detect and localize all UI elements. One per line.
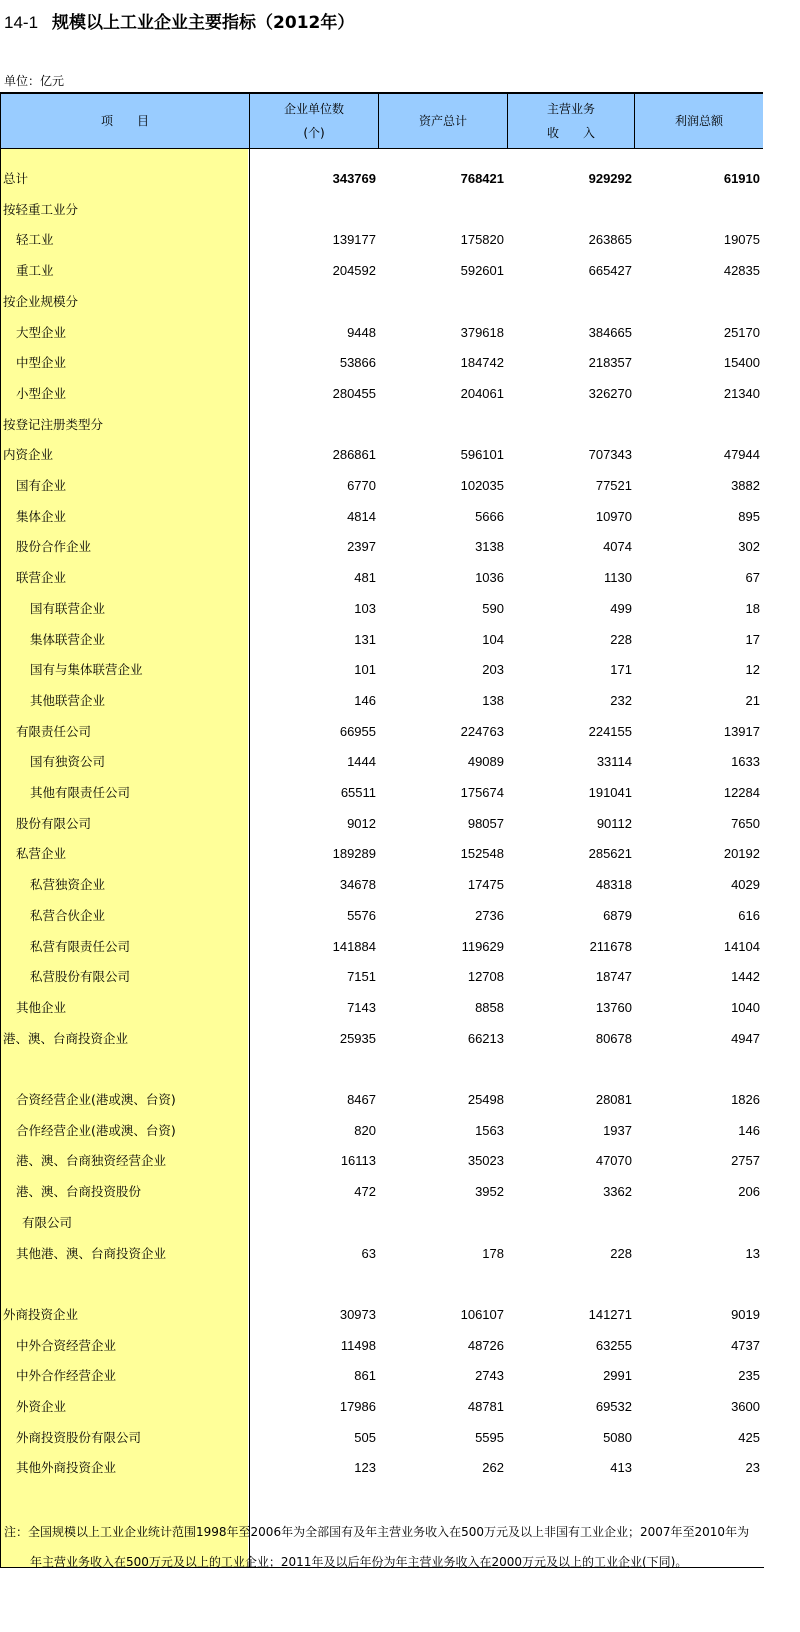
total-profit-value: 67 [745,570,760,586]
row-label: 港、澳、台商投资企业 [3,1030,129,1046]
total-assets-value: 1036 [475,570,504,586]
total-profit-value: 17 [745,631,760,647]
main-revenue-value: 69532 [595,1399,632,1414]
table-row [0,502,764,532]
total-profit-value: 19075 [723,232,760,248]
main-revenue-value: 218357 [588,355,632,371]
row-label: 私营有限责任公司 [30,938,131,954]
header-main-revenue [508,94,634,148]
total-assets-value: 25498 [467,1092,504,1107]
main-revenue-value: 228 [610,631,632,647]
total-profit-value: 23 [745,1460,760,1476]
enterprise-count-value: 16113 [340,1153,376,1169]
main-revenue-value: 224155 [588,723,632,739]
header-enterprise-count [250,94,378,148]
table-row [0,287,764,317]
enterprise-count-value: 9012 [347,815,376,831]
total-assets-value: 49089 [467,754,504,770]
total-assets-value: 5595 [475,1429,504,1445]
total-profit-value: 61910 [723,171,760,186]
table-row [0,717,764,747]
total-assets-value: 48781 [467,1399,504,1414]
footnote-line-2: 年主营业务收入在500万元及以上的工业企业；2011年及以后年份为年主营业务收入在2000万元及以上的工业企业(下同)。 [30,1555,688,1569]
enterprise-count-value: 9448 [347,324,376,340]
main-revenue-value: 707343 [588,447,632,463]
enterprise-count-value: 472 [354,1184,376,1200]
header-divider [634,94,635,149]
row-label: 国有企业 [16,478,67,493]
total-profit-value: 13 [745,1245,760,1261]
total-assets-value: 5666 [475,508,504,524]
row-label: 私营合伙企业 [30,907,106,923]
table-row [0,686,764,716]
main-revenue-value: 6879 [603,907,632,923]
enterprise-count-value: 34678 [339,877,376,893]
row-label: 外资企业 [16,1399,67,1414]
row-label: 私营股份有限公司 [30,969,131,985]
total-profit-value: 3882 [731,478,760,493]
total-assets-value: 66213 [467,1030,504,1046]
total-assets-value: 596101 [460,447,504,463]
header-enterprise-count-line1: 企业单位数 [283,102,344,116]
unit-label: 单位：亿元 [4,74,65,88]
row-label: 按企业规模分 [3,293,79,309]
header-total-assets-label: 资产总计 [418,114,467,128]
total-profit-value: 20192 [723,846,760,862]
table-row [0,870,764,900]
enterprise-count-value: 286861 [332,447,376,463]
table-row [0,901,764,931]
table-row [0,1331,764,1361]
table-row [0,532,764,562]
enterprise-count-value: 66955 [339,723,376,739]
table-row [0,1239,764,1269]
row-label: 其他企业 [16,999,67,1015]
main-revenue-value: 5080 [603,1429,632,1445]
main-revenue-value: 77521 [595,478,632,493]
total-profit-value: 2757 [731,1153,760,1169]
total-profit-value: 4029 [731,877,760,893]
table-row [0,348,764,378]
row-label: 联营企业 [16,570,67,586]
total-assets-value: 175820 [460,232,504,248]
enterprise-count-value: 17986 [339,1399,376,1414]
enterprise-count-value: 146 [354,692,376,708]
total-assets-value: 98057 [467,815,504,831]
enterprise-count-value: 11498 [340,1337,376,1353]
enterprise-count-value: 343769 [332,171,376,186]
enterprise-count-value: 63 [361,1245,376,1261]
row-label: 中外合资经营企业 [16,1337,117,1353]
main-revenue-value: 18747 [595,969,632,985]
table-row [0,225,764,255]
main-revenue-value: 665427 [588,263,632,279]
table-row [0,778,764,808]
table-row [0,1361,764,1391]
header-total-profit [635,94,763,148]
total-profit-value: 3600 [731,1399,760,1414]
table-title: 规模以上工业企业主要指标（2012年） [52,13,355,33]
enterprise-count-value: 4814 [347,508,376,524]
total-assets-value: 379618 [460,324,504,340]
main-revenue-value: 63255 [595,1337,632,1353]
total-profit-value: 25170 [723,324,760,340]
total-profit-value: 895 [738,508,760,524]
table-row [0,1269,764,1299]
main-revenue-value: 47070 [595,1153,632,1169]
table-row [0,993,764,1023]
main-revenue-value: 1130 [604,570,632,586]
total-assets-value: 178 [482,1245,504,1261]
table-row [0,318,764,348]
main-revenue-value: 499 [610,600,632,616]
main-revenue-value: 413 [610,1460,632,1476]
table-row [0,563,764,593]
row-label: 私营企业 [16,846,67,862]
header-divider [249,94,250,149]
header-main-revenue-line1: 主营业务 [546,102,595,116]
main-revenue-value: 28081 [595,1092,632,1107]
enterprise-count-value: 139177 [332,232,376,248]
total-profit-value: 146 [738,1122,760,1138]
total-profit-value: 1633 [731,754,760,770]
row-label: 大型企业 [16,324,67,340]
row-label: 有限公司 [22,1214,73,1230]
main-revenue-value: 141271 [588,1306,632,1322]
main-revenue-value: 13760 [595,999,632,1015]
row-label: 其他港、澳、台商投资企业 [16,1245,167,1261]
main-revenue-value: 171 [610,662,632,678]
main-revenue-value: 191041 [588,785,632,800]
enterprise-count-value: 53866 [339,355,376,371]
main-revenue-value: 263865 [588,232,632,248]
table-row [0,1116,764,1146]
enterprise-count-value: 280455 [332,385,376,401]
total-profit-value: 9019 [731,1306,760,1322]
total-profit-value: 12 [745,662,760,678]
table-row [0,164,764,194]
row-label: 按轻重工业分 [3,201,79,217]
total-profit-value: 1040 [731,999,760,1015]
total-assets-value: 768421 [460,171,504,186]
table-row [0,809,764,839]
enterprise-count-value: 505 [354,1429,376,1445]
enterprise-count-value: 820 [354,1122,376,1138]
total-profit-value: 206 [738,1184,760,1200]
row-label: 合作经营企业(港或澳、台资) [16,1122,176,1138]
main-revenue-value: 211678 [589,938,632,954]
enterprise-count-value: 8467 [347,1092,376,1107]
enterprise-count-value: 103 [354,600,376,616]
total-profit-value: 12284 [723,785,760,800]
total-assets-value: 35023 [467,1153,504,1169]
row-label: 合资经营企业(港或澳、台资) [16,1092,176,1107]
enterprise-count-value: 1444 [347,754,376,770]
header-total-assets [379,94,507,148]
enterprise-count-value: 101 [354,662,376,678]
total-profit-value: 13917 [723,723,760,739]
main-revenue-value: 33114 [596,754,632,770]
row-label: 国有联营企业 [30,600,106,616]
table-row [0,440,764,470]
total-assets-value: 224763 [460,723,504,739]
main-revenue-value: 285621 [588,846,632,862]
row-label: 港、澳、台商独资经营企业 [16,1153,167,1169]
enterprise-count-value: 5576 [347,907,376,923]
total-assets-value: 203 [482,662,504,678]
main-revenue-value: 48318 [595,877,632,893]
main-revenue-value: 80678 [595,1030,632,1046]
table-row [0,1177,764,1207]
table-row [0,1024,764,1054]
row-label: 外商投资企业 [3,1306,79,1322]
enterprise-count-value: 204592 [332,263,376,279]
header-item [1,94,249,148]
row-label: 内资企业 [3,447,54,463]
total-assets-value: 1563 [475,1122,504,1138]
table-row [0,932,764,962]
total-profit-value: 1826 [731,1092,760,1107]
enterprise-count-value: 189289 [332,846,376,862]
table-row [0,625,764,655]
enterprise-count-value: 7143 [347,999,376,1015]
total-assets-value: 104 [482,631,504,647]
row-label: 中型企业 [16,355,67,371]
row-label: 其他外商投资企业 [16,1460,117,1476]
table-row [0,410,764,440]
row-label: 小型企业 [16,385,67,401]
total-assets-value: 204061 [460,385,504,401]
total-assets-value: 106107 [460,1306,504,1322]
main-revenue-value: 929292 [588,171,632,186]
header-total-profit-label: 利润总额 [674,114,723,128]
table-row [0,1085,764,1115]
enterprise-count-value: 30973 [339,1306,376,1322]
main-revenue-value: 90112 [596,815,632,831]
main-revenue-value: 326270 [588,385,632,401]
header-divider [507,94,508,149]
table-row [0,655,764,685]
total-profit-value: 616 [738,907,760,923]
total-assets-value: 102035 [460,478,504,493]
table-header [1,92,763,149]
row-label: 中外合作经营企业 [16,1368,117,1384]
total-profit-value: 7650 [731,815,760,831]
row-label: 重工业 [16,263,54,279]
enterprise-count-value: 2397 [347,539,376,555]
enterprise-count-value: 6770 [347,478,376,493]
total-profit-value: 21 [745,692,760,708]
table-row [0,1146,764,1176]
row-label: 港、澳、台商投资股份 [16,1184,142,1200]
table-row [0,839,764,869]
table-row [0,379,764,409]
enterprise-count-value: 481 [354,570,376,586]
main-revenue-value: 3362 [603,1184,632,1200]
row-label: 国有与集体联营企业 [30,662,143,678]
row-label: 股份合作企业 [16,539,92,555]
row-label: 集体企业 [16,508,67,524]
total-assets-value: 592601 [460,263,504,279]
total-assets-value: 590 [482,600,504,616]
row-label: 股份有限公司 [16,815,92,831]
row-label: 国有独资公司 [30,754,106,770]
total-profit-value: 18 [745,600,760,616]
total-profit-value: 1442 [731,969,760,985]
total-profit-value: 302 [738,539,760,555]
header-main-revenue-line2: 收 入 [546,126,595,140]
main-revenue-value: 384665 [588,324,632,340]
total-assets-value: 3138 [475,539,504,555]
total-profit-value: 425 [738,1429,760,1445]
total-profit-value: 4737 [731,1337,760,1353]
row-label: 有限责任公司 [16,723,92,739]
main-revenue-value: 232 [610,692,632,708]
total-assets-value: 262 [482,1460,504,1476]
row-label: 集体联营企业 [30,631,106,647]
header-enterprise-count-line2: (个) [303,126,325,140]
table-row [0,1208,764,1238]
table-row [0,594,764,624]
main-revenue-value: 228 [610,1245,632,1261]
row-label: 轻工业 [16,232,54,248]
main-revenue-value: 4074 [603,539,632,555]
total-profit-value: 235 [738,1368,760,1384]
table-number: 14-1 [4,13,39,32]
row-label: 私营独资企业 [30,877,106,893]
data-table [0,92,764,1567]
table-row [0,1423,764,1453]
enterprise-count-value: 131 [354,631,376,647]
enterprise-count-value: 7151 [347,969,376,985]
total-assets-value: 3952 [475,1184,504,1200]
total-profit-value: 21340 [723,385,760,401]
table-row [0,1300,764,1330]
enterprise-count-value: 123 [354,1460,376,1476]
row-label: 其他联营企业 [30,692,106,708]
table-row [0,195,764,225]
total-assets-value: 138 [482,692,504,708]
total-profit-value: 14104 [723,938,760,954]
table-row [0,962,764,992]
total-assets-value: 48726 [467,1337,504,1353]
main-revenue-value: 2991 [603,1368,632,1384]
header-divider [378,94,379,149]
main-revenue-value: 1937 [603,1122,632,1138]
table-row [0,471,764,501]
table-row [0,747,764,777]
row-label: 其他有限责任公司 [30,785,131,800]
total-assets-value: 17475 [467,877,504,893]
row-label: 外商投资股份有限公司 [16,1429,142,1445]
total-assets-value: 184742 [460,355,504,371]
total-assets-value: 175674 [460,785,504,800]
enterprise-count-value: 25935 [339,1030,376,1046]
page-title [4,8,354,33]
total-profit-value: 42835 [723,263,760,279]
enterprise-count-value: 861 [354,1368,376,1384]
enterprise-count-value: 65511 [340,785,376,800]
table-row [0,1054,764,1084]
row-label: 按登记注册类型分 [3,416,104,432]
main-revenue-value: 10970 [595,508,632,524]
header-item-label: 项 目 [100,114,149,128]
total-assets-value: 8858 [475,999,504,1015]
table-row [0,256,764,286]
total-profit-value: 47944 [723,447,760,463]
total-assets-value: 119629 [461,938,504,954]
total-assets-value: 152548 [460,846,504,862]
total-assets-value: 2736 [475,907,504,923]
enterprise-count-value: 141884 [332,938,376,954]
table-row [0,1392,764,1422]
total-assets-value: 12708 [467,969,504,985]
footnote-line-1: 注：全国规模以上工业企业统计范围1998年至2006年为全部国有及年主营业务收入在500万元及以上非国有工业企业；2007年至2010年为 [4,1525,750,1539]
total-profit-value: 15400 [723,355,760,371]
table-row [0,1453,764,1483]
total-assets-value: 2743 [475,1368,504,1384]
total-profit-value: 4947 [731,1030,760,1046]
row-label: 总计 [3,171,29,186]
